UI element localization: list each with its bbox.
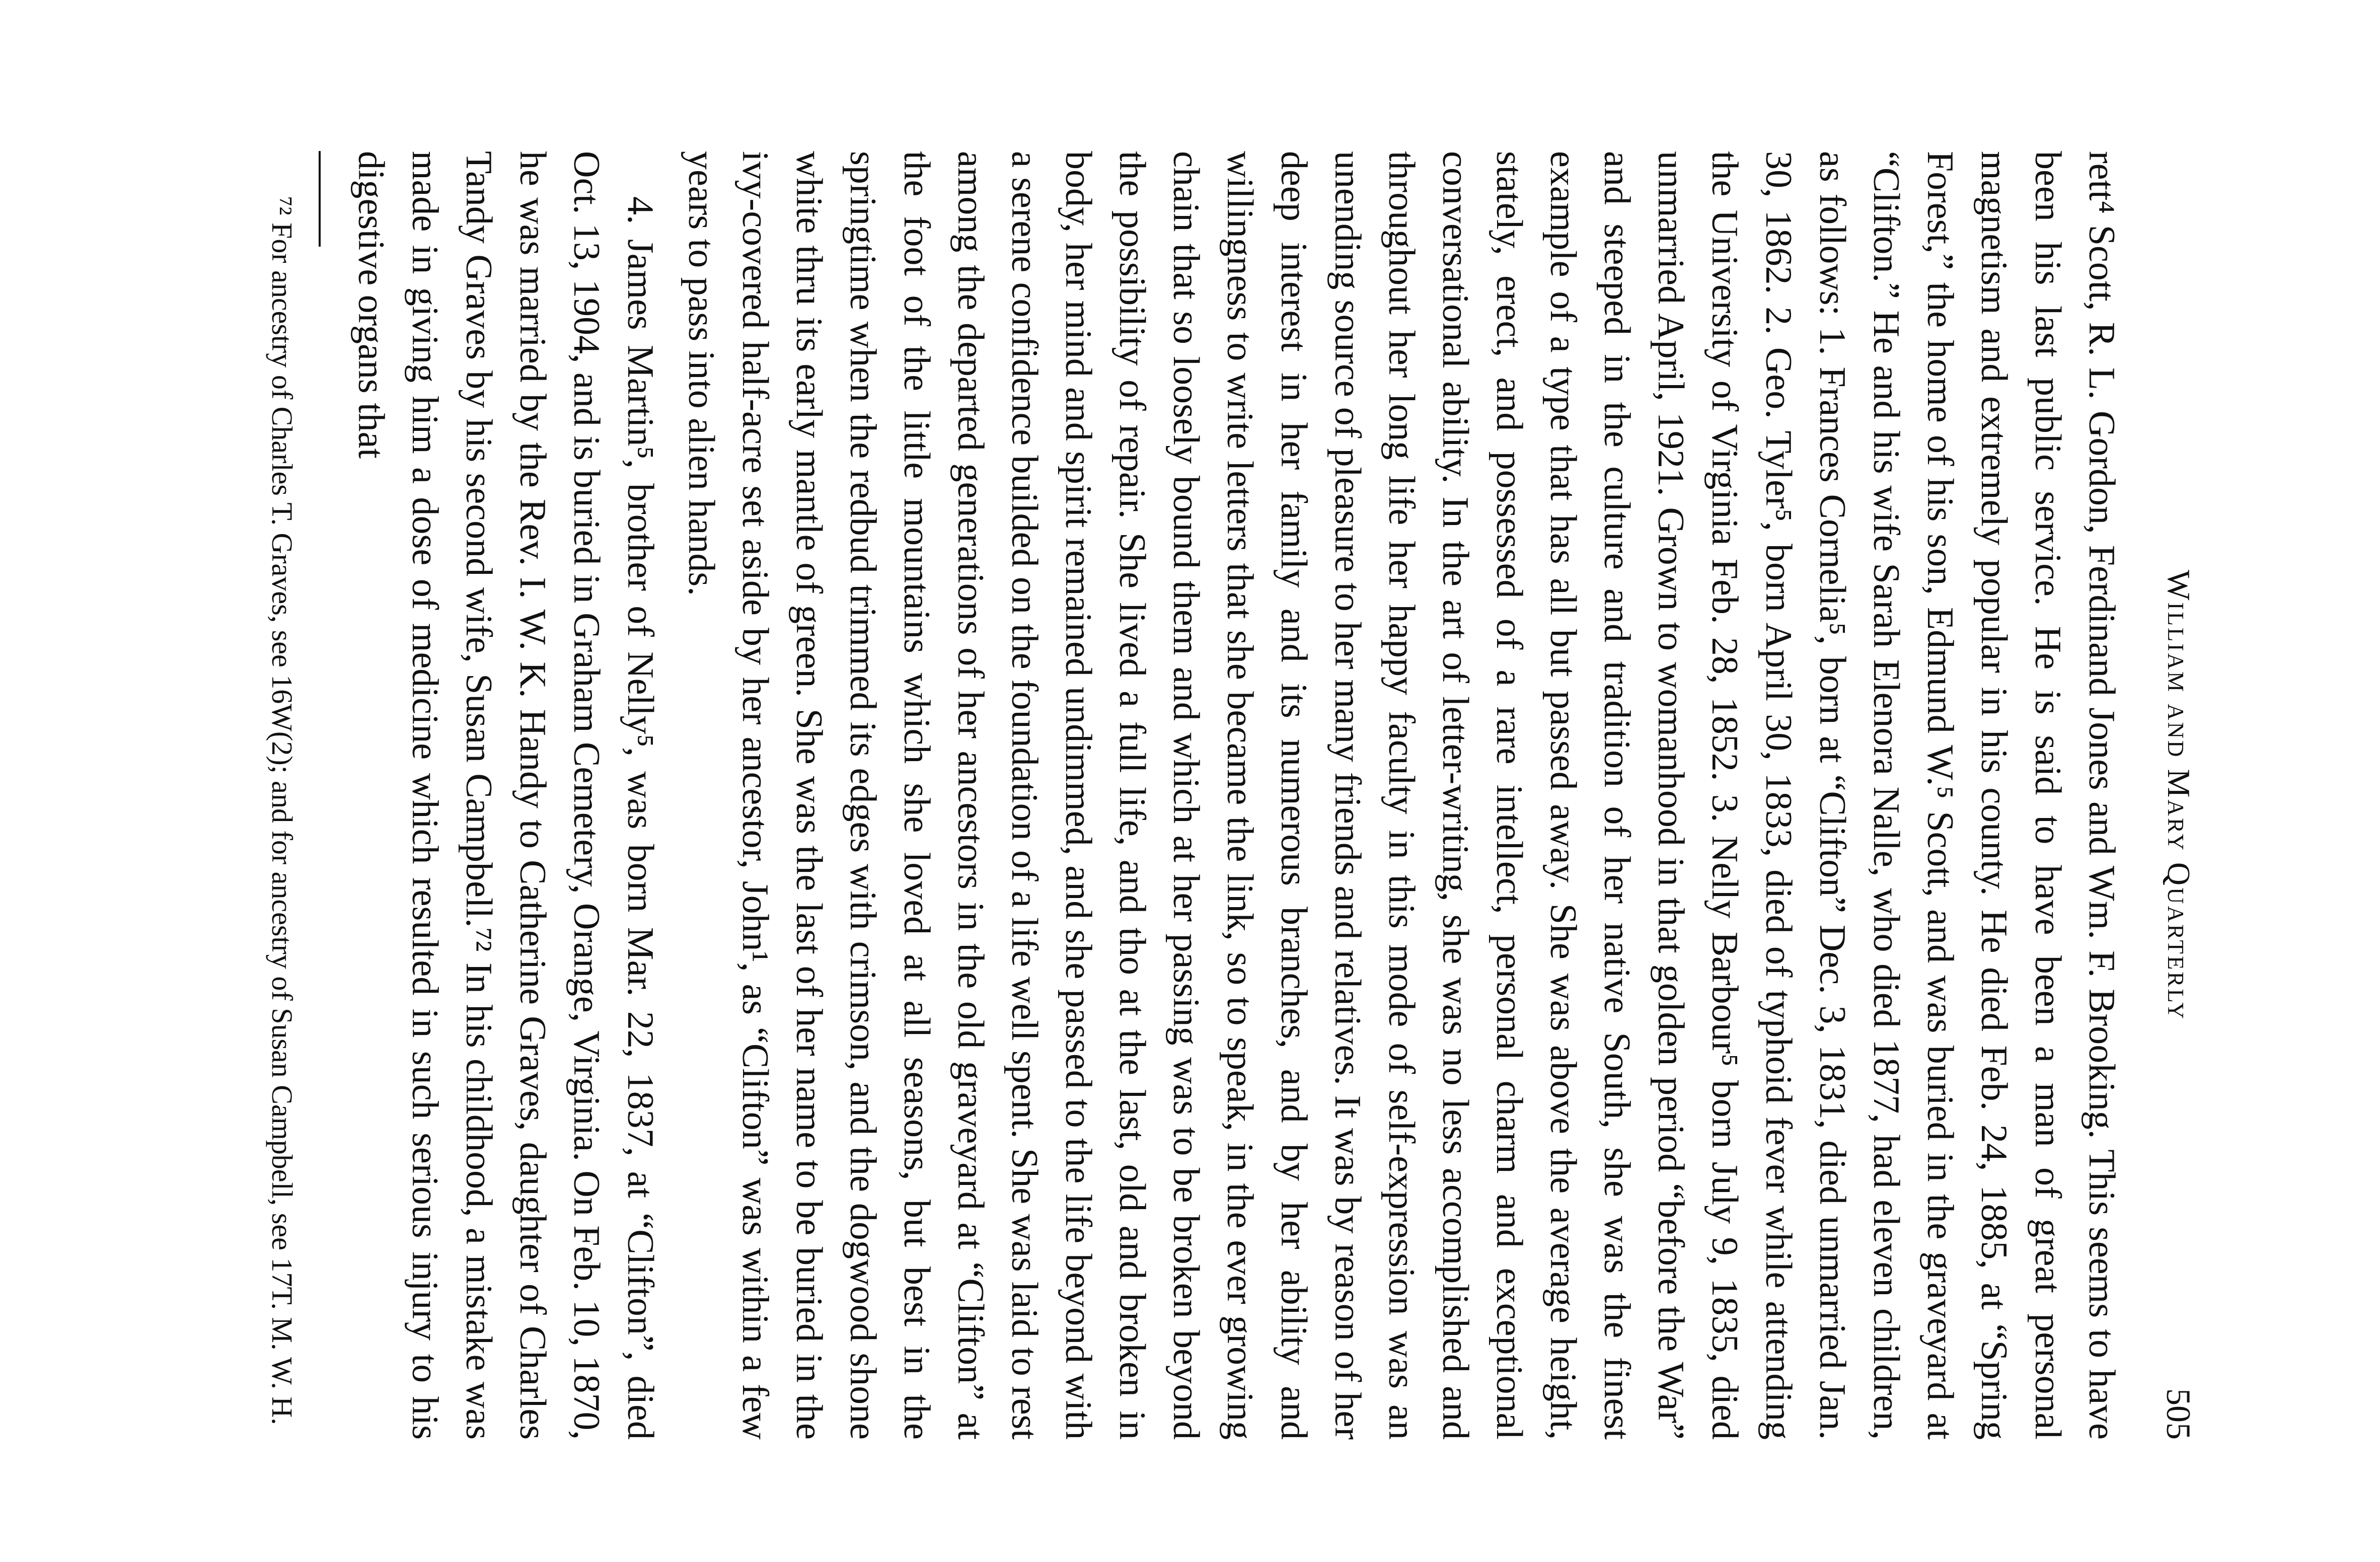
page-number: 505 [2160,1388,2198,1440]
paragraph-scott-family: rett⁴ Scott, R. L. Gordon, Ferdinand Jones and Wm. F. Brooking. This seems to have been his last public service. He is said to have been a man of great personal magnetism and extremely popular in his county. He died Feb. 24, 1885, at “Spring Forest,” the home of his son, Edmund W.⁵ Scott, and was buried in the graveyard at “Clifton.” He and his wife Sarah Elenora Nalle, who died 1877, had eleven children, as follows: 1. Frances Cornelia⁵, born at “Clifton” Dec. 3, 1831, died unmarried Jan. 30, 1862. 2. Geo. Tyler⁵, born April 30, 1833, died of typhoid fever while attending the University of Virginia Feb. 28, 1852. 3. Nelly Barbour⁵ born July 9, 1835, died unmarried April, 1921. Grown to womanhood in that golden period “before the War” and steeped in the culture and tradition of her native South, she was the finest example of a type that has all but passed away. She was above the average height, stately, erect, and possessed of a rare intellect, personal charm and exceptional conversational ability. In the art of letter-writing, she was no less accomplished and throughout her long life her happy faculty in this mode of self-expression was an unending source of pleasure to her many friends and relatives. It was by reason of her deep interest in her family and its numerous branches, and by her ability and willingness to write letters that she became the link, so to speak, in the ever growing chain that so loosely bound them and which at her passing was to be broken beyond the possibility of repair. She lived a full life, and tho at the last, old and broken in body, her mind and spirit remained undimmed, and she passed to the life beyond with a serene confidence builded on the foundation of a life well spent. She was laid to rest among the departed generations of her ancestors in the old graveyard at “Clifton” at the foot of the little mountains which she loved at all seasons, but best in the springtime when the redbud trimmed its edges with crimson, and the dogwood shone white thru its early mantle of green. She was the last of her name to be buried in the ivy-covered half-acre set aside by her ancestor, John¹, as “Clifton” was within a few years to pass into alien hands. [681,151,2122,1440]
running-head [2146,151,2201,1440]
paragraph-james-martin: 4. James Martin⁵, brother of Nelly⁵, was born Mar. 22, 1837, at “Clifton”, died Oct. 13, 1904, and is buried in Graham Cemetery, Orange, Virginia. On Feb. 10, 1870, he was married by the Rev. I. W. K. Handy to Catherine Graves, daughter of Charles Tandy Graves by his second wife, Susan Campbell.⁷² In his childhood, a mistake was made in giving him a dose of medicine which resulted in such serious injury to his digestive organs that [350,151,661,1440]
footnote-72: ⁷² For ancestry of Charles T. Graves, see 16W(2); and for ancestry of Susan Campbell, see 17T. M. W. H. [266,196,299,1425]
body-text [231,151,2128,1440]
journal-title: William and Mary Quarterly [2161,570,2197,1021]
footnote-divider [319,151,321,247]
